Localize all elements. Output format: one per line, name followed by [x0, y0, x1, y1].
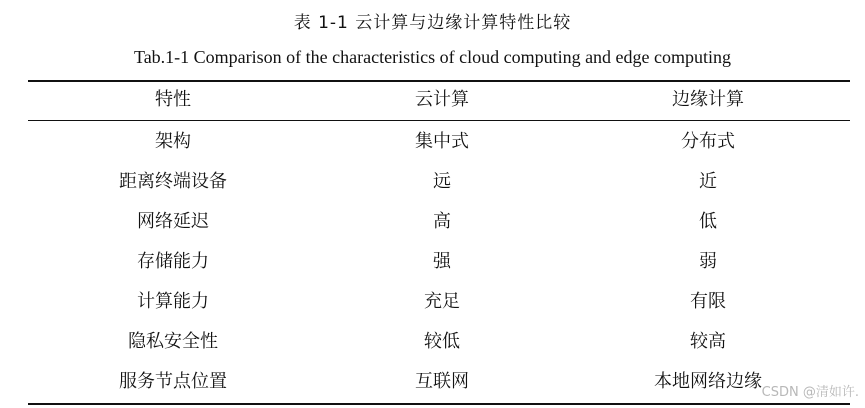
- table-bottom-rule: [28, 403, 850, 405]
- row-edge-value: 本地网络边缘: [654, 371, 762, 392]
- table-row: [28, 202, 850, 242]
- table-header-rule: [28, 120, 850, 121]
- row-feature: 网络延迟: [137, 211, 209, 232]
- row-cloud-value: 充足: [424, 291, 460, 312]
- row-cloud-value: 强: [433, 251, 451, 272]
- table-row: [28, 362, 850, 402]
- csdn-watermark: CSDN @清如许.: [762, 381, 859, 400]
- table-row: [28, 322, 850, 362]
- row-edge-value: 近: [699, 171, 717, 192]
- row-edge-value: 弱: [699, 251, 717, 272]
- row-feature: 架构: [155, 131, 191, 152]
- row-feature: 距离终端设备: [119, 171, 227, 192]
- row-edge-value: 较高: [690, 331, 726, 352]
- caption-zh: 表 1-1 云计算与边缘计算特性比较: [293, 13, 572, 33]
- table-row: [28, 162, 850, 202]
- row-cloud-value: 互联网: [415, 371, 469, 392]
- table-row: [28, 282, 850, 322]
- caption-en: Tab.1-1 Comparison of the characteristics of cloud computing and edge computing: [133, 47, 732, 67]
- table-header-row: [28, 82, 850, 120]
- header-cloud-computing: 云计算: [415, 89, 469, 110]
- row-cloud-value: 高: [433, 211, 451, 232]
- row-feature: 服务节点位置: [119, 371, 227, 392]
- table-body: [28, 122, 850, 402]
- table-row: [28, 242, 850, 282]
- table-row: [28, 122, 850, 162]
- header-edge-computing: 边缘计算: [672, 89, 744, 110]
- row-edge-value: 分布式: [681, 131, 735, 152]
- header-feature: 特性: [155, 89, 191, 110]
- row-feature: 存储能力: [137, 251, 209, 272]
- row-cloud-value: 集中式: [415, 131, 469, 152]
- comparison-table: [28, 82, 850, 392]
- row-feature: 计算能力: [137, 291, 209, 312]
- row-feature: 隐私安全性: [128, 331, 218, 352]
- row-edge-value: 有限: [690, 291, 726, 312]
- row-cloud-value: 较低: [424, 331, 460, 352]
- row-edge-value: 低: [699, 211, 717, 232]
- row-cloud-value: 远: [433, 171, 451, 192]
